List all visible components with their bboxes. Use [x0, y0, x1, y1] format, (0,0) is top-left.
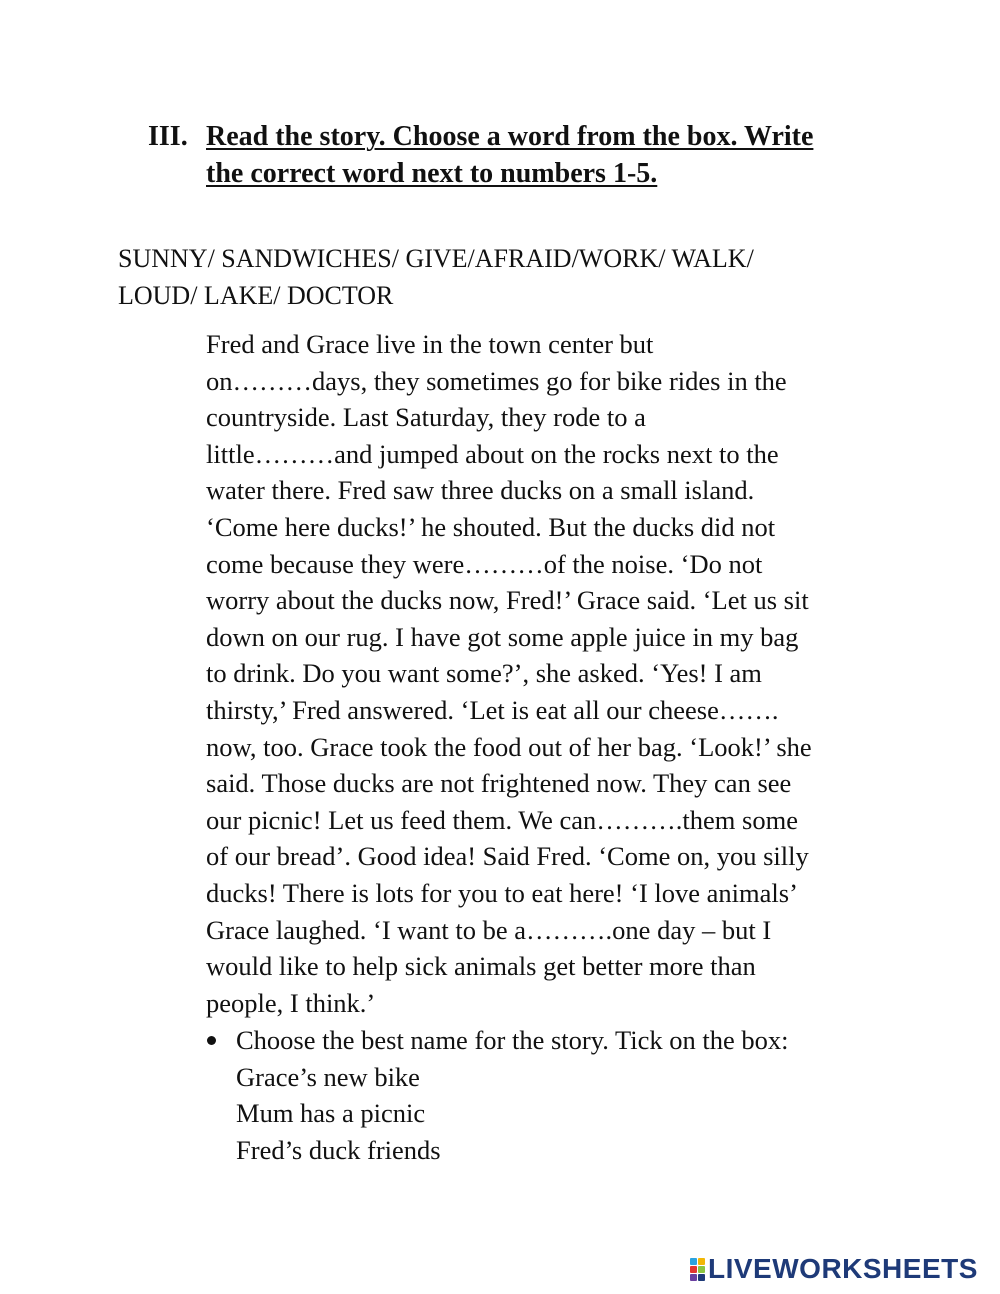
- story-line: water there. Fred saw three ducks on a small island.: [206, 475, 755, 506]
- story-line: countryside. Last Saturday, they rode to a: [206, 402, 646, 433]
- task-content: [236, 1022, 906, 1168]
- section-number: III.: [148, 121, 188, 152]
- word-box-line: LOUD/ LAKE/ DOCTOR: [118, 281, 394, 310]
- story-line: down on our rug. I have got some apple juice in my bag: [206, 621, 799, 652]
- logo-mark-icon: [690, 1258, 705, 1281]
- story-line: now, too. Grace took the food out of her bag. ‘Look!’ she: [206, 731, 812, 762]
- story-line: of our bread’. Good idea! Said Fred. ‘Come on, you silly: [206, 841, 809, 872]
- story-line: our picnic! Let us feed them. We can……….them some: [206, 804, 798, 835]
- logo-mark-square: [698, 1258, 705, 1265]
- story-line: Grace laughed. ‘I want to be a……….one day – but I: [206, 914, 772, 945]
- story-line: thirsty,’ Fred answered. ‘Let is eat all our cheese…….: [206, 694, 779, 725]
- word-box-line: SUNNY/ SANDWICHES/ GIVE/AFRAID/WORK/ WALK/: [118, 244, 754, 273]
- logo-mark-square: [690, 1258, 697, 1265]
- story-line: ducks! There is lots for you to eat here! ‘I love animals’: [206, 877, 798, 908]
- logo-mark-square: [690, 1274, 697, 1281]
- story-line: worry about the ducks now, Fred!’ Grace said. ‘Let us sit: [206, 585, 809, 616]
- title-option[interactable]: Grace’s new bike: [236, 1061, 420, 1092]
- story-line: ‘Come here ducks!’ he shouted. But the ducks did not: [206, 511, 776, 542]
- logo-text: LIVEWORKSHEETS: [708, 1253, 978, 1284]
- task-instruction: Choose the best name for the story. Tick on the box:: [236, 1025, 789, 1055]
- title-choice-task: [206, 1022, 906, 1168]
- section-heading: [148, 118, 868, 192]
- story-line: said. Those ducks are not frightened now. They can see: [206, 768, 792, 799]
- logo-mark-square: [698, 1266, 705, 1273]
- section-title: [206, 118, 868, 192]
- section-title-line: the correct word next to numbers 1-5.: [206, 158, 658, 189]
- story-line: on………days, they sometimes go for bike rides in the: [206, 365, 787, 396]
- word-box: [118, 240, 858, 314]
- title-option[interactable]: Mum has a picnic: [236, 1098, 426, 1129]
- story-text: [206, 326, 892, 1021]
- story-line: to drink. Do you want some?’, she asked. ‘Yes! I am: [206, 658, 762, 689]
- story-line: come because they were………of the noise. ‘Do not: [206, 548, 763, 579]
- section-title-line: Read the story. Choose a word from the box. Write: [206, 121, 814, 152]
- story-line: would like to help sick animals get better more than: [206, 951, 756, 982]
- logo-mark-square: [698, 1274, 705, 1281]
- liveworksheets-logo: [690, 1253, 978, 1285]
- story-line: Fred and Grace live in the town center but: [206, 329, 654, 359]
- story-line: people, I think.’: [206, 987, 376, 1018]
- logo-mark-square: [690, 1266, 697, 1273]
- bullet-icon: [206, 1022, 216, 1059]
- title-option[interactable]: Fred’s duck friends: [236, 1134, 441, 1165]
- story-line: little………and jumped about on the rocks next to the: [206, 438, 779, 469]
